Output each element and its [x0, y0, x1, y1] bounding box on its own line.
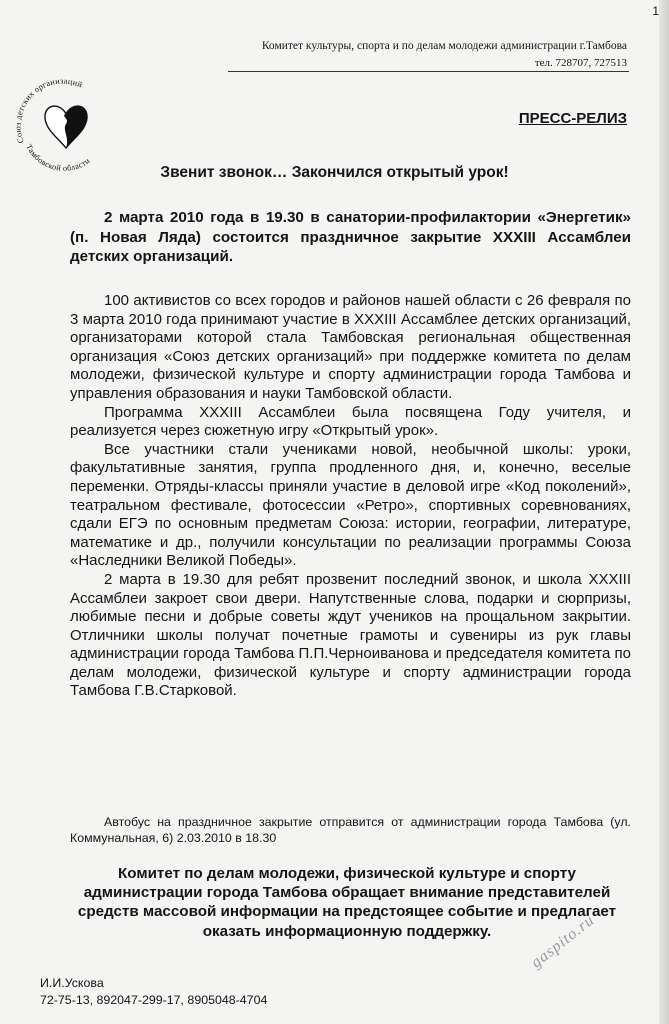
- body-paragraph: 100 активистов со всех городов и районов нашей области с 26 февраля по 3 марта 2010 года принимают участие в XXXIII Ассамблее детских организаций, организаторами которой стала Тамбовская региональная общественная организация «Союз детских организаций» при поддержке комитета по делам молодежи, физической культуре и спорту администрации города Тамбова и управления образования и науки Тамбовской области.: [70, 292, 631, 402]
- press-release-label: ПРЕСС-РЕЛИЗ: [518, 110, 627, 127]
- body-paragraph: 2 марта в 19.30 для ребят прозвенит последний звонок, и школа XXXIII Ассамблеи закроет свои двери. Напутственные слова, подарки и сюрпризы, любимые песни и добрые советы ждут учеников на прощальном закрытии. Отличники школы получат почетные грамоты и сувениры из рук главы администрации города Тамбова П.П.Черноиванова и председателя комитета по делам молодежи, физической культуре и спорту администрации города Тамбова Г.В.Старковой.: [70, 570, 631, 700]
- watermark: gaspito.ru: [528, 911, 598, 972]
- body-text: [70, 292, 631, 701]
- body-paragraph: Программа XXXIII Ассамблеи была посвящена Году учителя, и реализуется через сюжетную игру «Открытый урок».: [70, 403, 631, 440]
- logo-bottom-text: Тамбовской области: [24, 142, 92, 173]
- header-phone: тел. 728707, 727513: [534, 57, 627, 69]
- header-divider: [228, 71, 629, 72]
- appeal-text: Комитет по делам молодежи, физической культуре и спорту администрации города Тамбова обращает внимание представителей средств массовой информации на предстоящее событие и предлагает оказать информационную поддержку.: [77, 865, 617, 940]
- headline: Звенит звонок… Закончился открытый урок!: [160, 164, 509, 181]
- page-number: 1: [652, 4, 659, 18]
- scan-edge: [659, 0, 669, 1024]
- lead-paragraph: 2 марта 2010 года в 19.30 в санатории-профилактории «Энергетик» (п. Новая Ляда) состоится праздничное закрытие XXXIII Ассамблеи детских организаций.: [70, 209, 631, 265]
- logo-top-text: Союз детских организаций: [14, 76, 84, 145]
- signature-phones: 72-75-13, 892047-299-17, 8905048-4704: [40, 993, 268, 1007]
- heart-yin-yang-icon: [45, 106, 87, 148]
- bus-note: Автобус на праздничное закрытие отправится от администрации города Тамбова (ул. Коммунальная, 6) 2.03.2010 в 18.30: [70, 815, 631, 845]
- signature-name: И.И.Ускова: [40, 976, 104, 990]
- body-paragraph: Все участники стали учениками новой, необычной школы: уроки, факультативные занятия, группа продленного дня, и, конечно, веселые переменки. Отряды-классы приняли участие в деловой игре «Код поколений», театральном фестивале, фотосессии «Ретро», спортивных соревнованиях, сдали ЕГЭ по основным предметам Союза: истории, географии, литературе, математике и др., получили консультации по реализации программы Союза «Наследники Великой Победы».: [70, 440, 631, 570]
- header-organization: Комитет культуры, спорта и по делам молодежи администрации г.Тамбова: [261, 40, 627, 52]
